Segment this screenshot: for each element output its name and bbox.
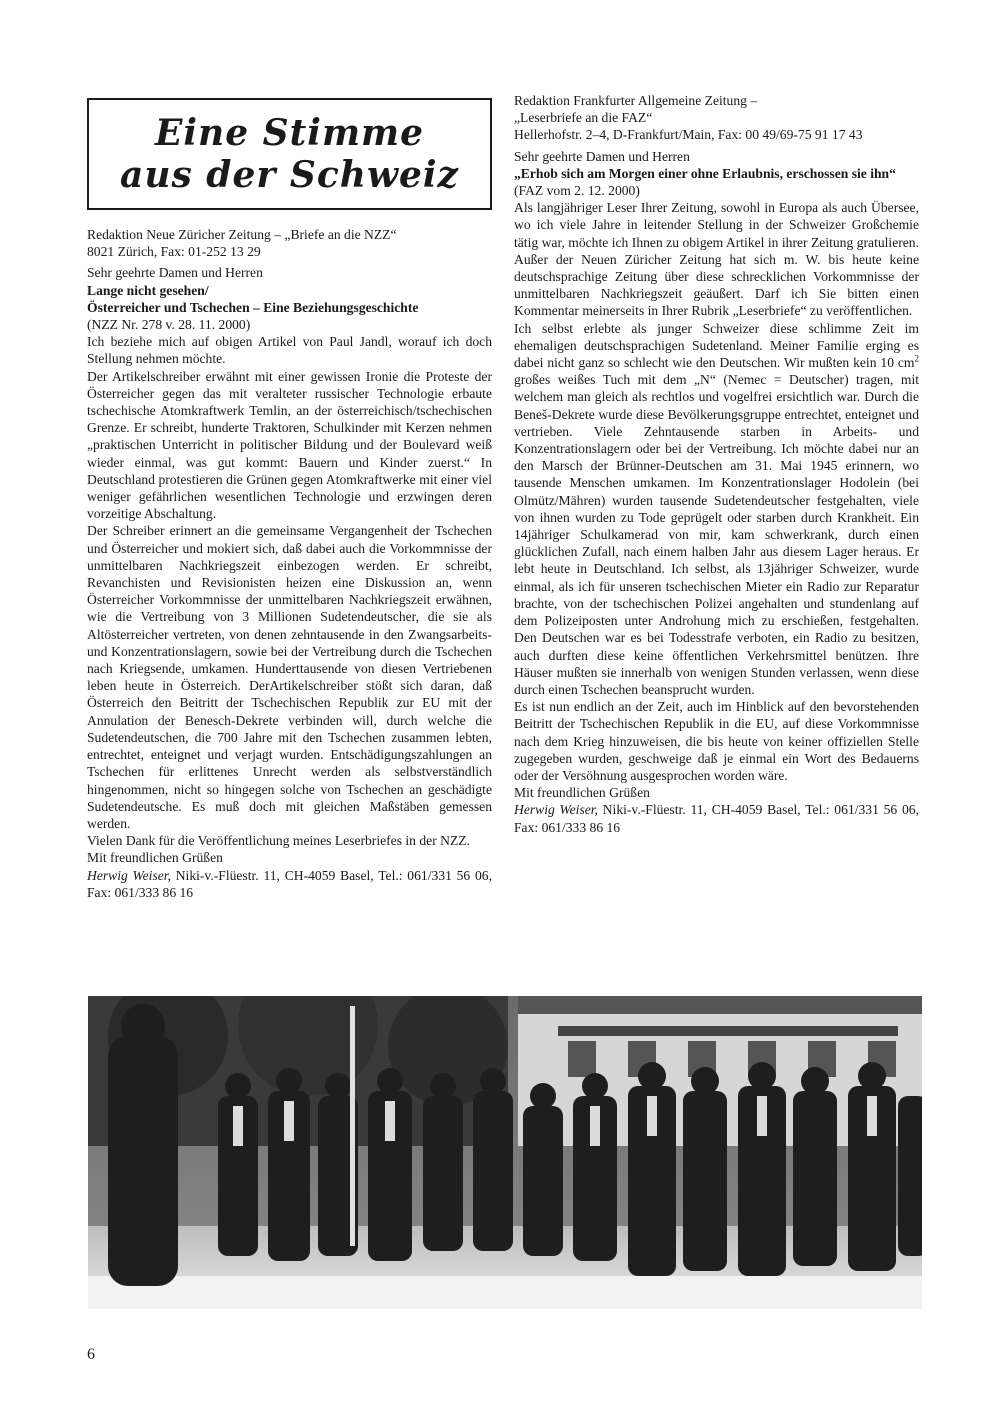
letter2-paragraph-3: Es ist nun endlich an der Zeit, auch im Hinblick auf den bevorstehenden Beitritt der Tschechischen Republik in die EU, auf diese Vorkommnisse nach dem Krieg hinzuweisen, die bis heute von keiner offiziellen Stelle zugegeben wurden, geschweige daß je einmal ein Wort des Bedauerns oder der Versöhnung ausgesprochen worden wäre.: [514, 699, 919, 783]
letter2-signature-contact: Niki-v.-Flüestr. 11, CH-4059 Basel, Tel.: 061/331 56 06, Fax: 061/333 86 16: [514, 802, 919, 835]
letter1-paragraph-1: Ich beziehe mich auf obigen Artikel von Paul Jandl, worauf ich doch Stellung nehmen möchte.: [87, 334, 492, 367]
letter2-superscript: 2: [914, 353, 919, 364]
letter1-source: (NZZ Nr. 278 v. 28. 11. 2000): [87, 317, 251, 333]
left-column: [87, 92, 492, 901]
letter2-headline: „Erhob sich am Morgen einer ohne Erlaubnis, erschossen sie ihn“: [514, 165, 896, 181]
letter1-closing: Mit freundlichen Grüßen: [87, 850, 223, 866]
letter2-closing: Mit freundlichen Grüßen: [514, 785, 650, 801]
letter2-signature-name: Herwig Weiser,: [514, 802, 598, 818]
letter1-signature-name: Herwig Weiser,: [87, 867, 171, 883]
letter2-address-2: „Leserbriefe an die FAZ“: [514, 110, 653, 126]
letter2-paragraph-1: Als langjähriger Leser Ihrer Zeitung, sowohl in Europa als auch Übersee, wo ich viele Jahre in leitender Stellung in der Schweizer Großchemie tätig war, möchte ich Ihnen zu obigem Artikel in ihrer Zeitung gratulieren. Außer der Neuen Züricher Zeitung hat sich m. W. bis heute keine deutschsprachige Zeitung über diese schrecklichen Vorkommnisse der unmittelbaren Nachkriegszeit geäußert. Darf ich Sie bitten einen Kommentar meinerseits in Ihrer Rubrik „Leserbriefe“ zu veröffentlichen.: [514, 200, 919, 319]
letter1-paragraph-2: Der Artikelschreiber erwähnt mit einer gewissen Ironie die Proteste der Österreicher gegen das mit veralteter russischer Technologie erbaute tschechische Atomkraftwerk Temlin, an der österreichisch/tschechischen Grenze. Er schreibt, hunderte Traktoren, Schulkinder mit Kerzen nehmen „praktischen Unterricht in politischer Bildung und der Boulevard weiß wieder einmal, was gut kommt: Bauern und Kinder zuerst.“ In Deutschland protestieren die Grünen gegen Atomkraftwerke mit einer viel weniger gefährlichen wesentlichen Technologie und erzwingen deren vorzeitige Abschaltung.: [87, 368, 492, 522]
letter1-paragraph-3: Der Schreiber erinnert an die gemeinsame Vergangenheit der Tschechen und Österreicher und mokiert sich, daß dabei auch die Vorkommnisse der unmittelbaren Nachkriegszeit einbezogen werden. Er schreibt, Revanchisten und Revisionisten heizen eine Diskussion an, wenn Österreicher Vorkommnisse der unmittelbaren Nachkriegszeit erwähnen, wie die Vertreibung von 3 Millionen Sudetendeutscher, die sie als Altösterreicher vertreten, von denen zehntausende in den Zwangsarbeits- und Konzentrationslagern, sowie bei der Vertreibung durch die Tschechen nach Kriegsende, umkamen. Hunderttausende von diesen Vertriebenen leben heute in Österreich. DerArtikelschreiber stößt sich daran, daß Österreich den Beitritt der Tschechischen Republik zur EU mit der Annulation der Benesch-Dekrete verbinden will, durch welche die Sudetendeutschen, die 700 Jahre mit den Tschechen zusammen lebten, entrechtet, enteignet und verjagt wurden. Entschädigungszahlungen an Tschechen für erlittenes Unrecht werden als selbstverständlich hingenommen, nicht so hingegen solche von Tschechen an geschädigte Sudetendeutsche. Es muß doch mit gleichen Maßstäben gemessen werden.: [87, 523, 492, 831]
page-number: 6: [87, 1346, 95, 1363]
letter1-address-line2: 8021 Zürich, Fax: 01-252 13 29: [87, 244, 261, 260]
letter2-salutation: Sehr geehrte Damen und Herren: [514, 148, 690, 164]
letter1-headline-2: Österreicher und Tschechen – Eine Beziehungsgeschichte: [87, 299, 419, 315]
letter2-source: (FAZ vom 2. 12. 2000): [514, 183, 640, 199]
title-line-1: Eine Stimme: [154, 112, 425, 154]
title-line-2: aus der Schweiz: [120, 154, 459, 196]
letter1-signature: [87, 867, 492, 901]
group-photo: [88, 996, 922, 1309]
letter2-signature: [514, 801, 919, 835]
letter1-salutation: Sehr geehrte Damen und Herren: [87, 265, 263, 281]
letter2-paragraph-2a: Ich selbst erlebte als junger Schweizer diese schlimme Zeit im ehemaligen deutschsprachigen Sudetenland. Meiner Familie erging es dabei nicht ganz so schlecht wie den Deutschen. Wir mußten kein 10 cm: [514, 320, 919, 371]
letter1-paragraph-4: Vielen Dank für die Veröffentlichung meines Leserbriefes in der NZZ.: [87, 833, 470, 849]
letter1-address: Redaktion Neue Züricher Zeitung – „Briefe an die NZZ“: [87, 227, 397, 242]
letter2-paragraph-2b: großes weißes Tuch mit dem „N“ (Nemec = Deutscher) tragen, mit welchem man gleich als rechtlos und vogelfrei ersichtlich war. Durch die Beneš-Dekrete wurde diese Bevölkerungsgruppe entrechtet, enteignet und vertrieben. Viele Zehntausende starben in Arbeits- und Konzentrationslagern oder bei der Vertreibung. Ich möchte dabei nur an den Marsch der Brünner-Deutschen am 31. Mai 1945 erinnern, wo tausende Menschen umkamen. Im Konzentrationslager Hodolein (bei Olmütz/Mähren) wurden tausende Sudetendeutscher festgehalten, viele von ihnen wurden zu Tode geprügelt oder starben durch Krankheit. Ein 14jähriger Schulkamerad von mir, kam schwerkrank, durch einen glücklichen Zufall, nach einem halben Jahr aus diesem Lager heraus. Er lebt heute in Deutschland. Ich selbst, als 13jähriger Schweizer, wurde einmal, als ich für unseren tschechischen Mieter ein Radio zur Reparatur brachte, von der tschechischen Polizei angehalten und stundenlang auf dem Polizeiposten unter Androhung mich zu erschießen, festgehalten. Den Deutschen war es bei Todesstrafe verboten, ein Radio zu besitzen, auch durften diese keine öffentlichen Verkehrsmittel benützen. Ihre Häuser mußten sie innerhalb von wenigen Stunden verlassen, wenn diese durch einen Tschechen beansprucht wurden.: [514, 372, 919, 697]
letter2-address-3: Hellerhofstr. 2–4, D-Frankfurt/Main, Fax: 00 49/69-75 91 17 43: [514, 127, 863, 143]
group-photo-image: [88, 996, 922, 1309]
right-column: [514, 92, 919, 836]
title-box: [87, 98, 492, 210]
letter1-headline-1: Lange nicht gesehen/: [87, 282, 209, 298]
letter2-address-1: Redaktion Frankfurter Allgemeine Zeitung –: [514, 93, 758, 108]
letter1-signature-contact: Niki-v.-Flüestr. 11, CH-4059 Basel, Tel.: 061/331 56 06, Fax: 061/333 86 16: [87, 867, 492, 900]
letter2-paragraph-2: [514, 320, 919, 698]
